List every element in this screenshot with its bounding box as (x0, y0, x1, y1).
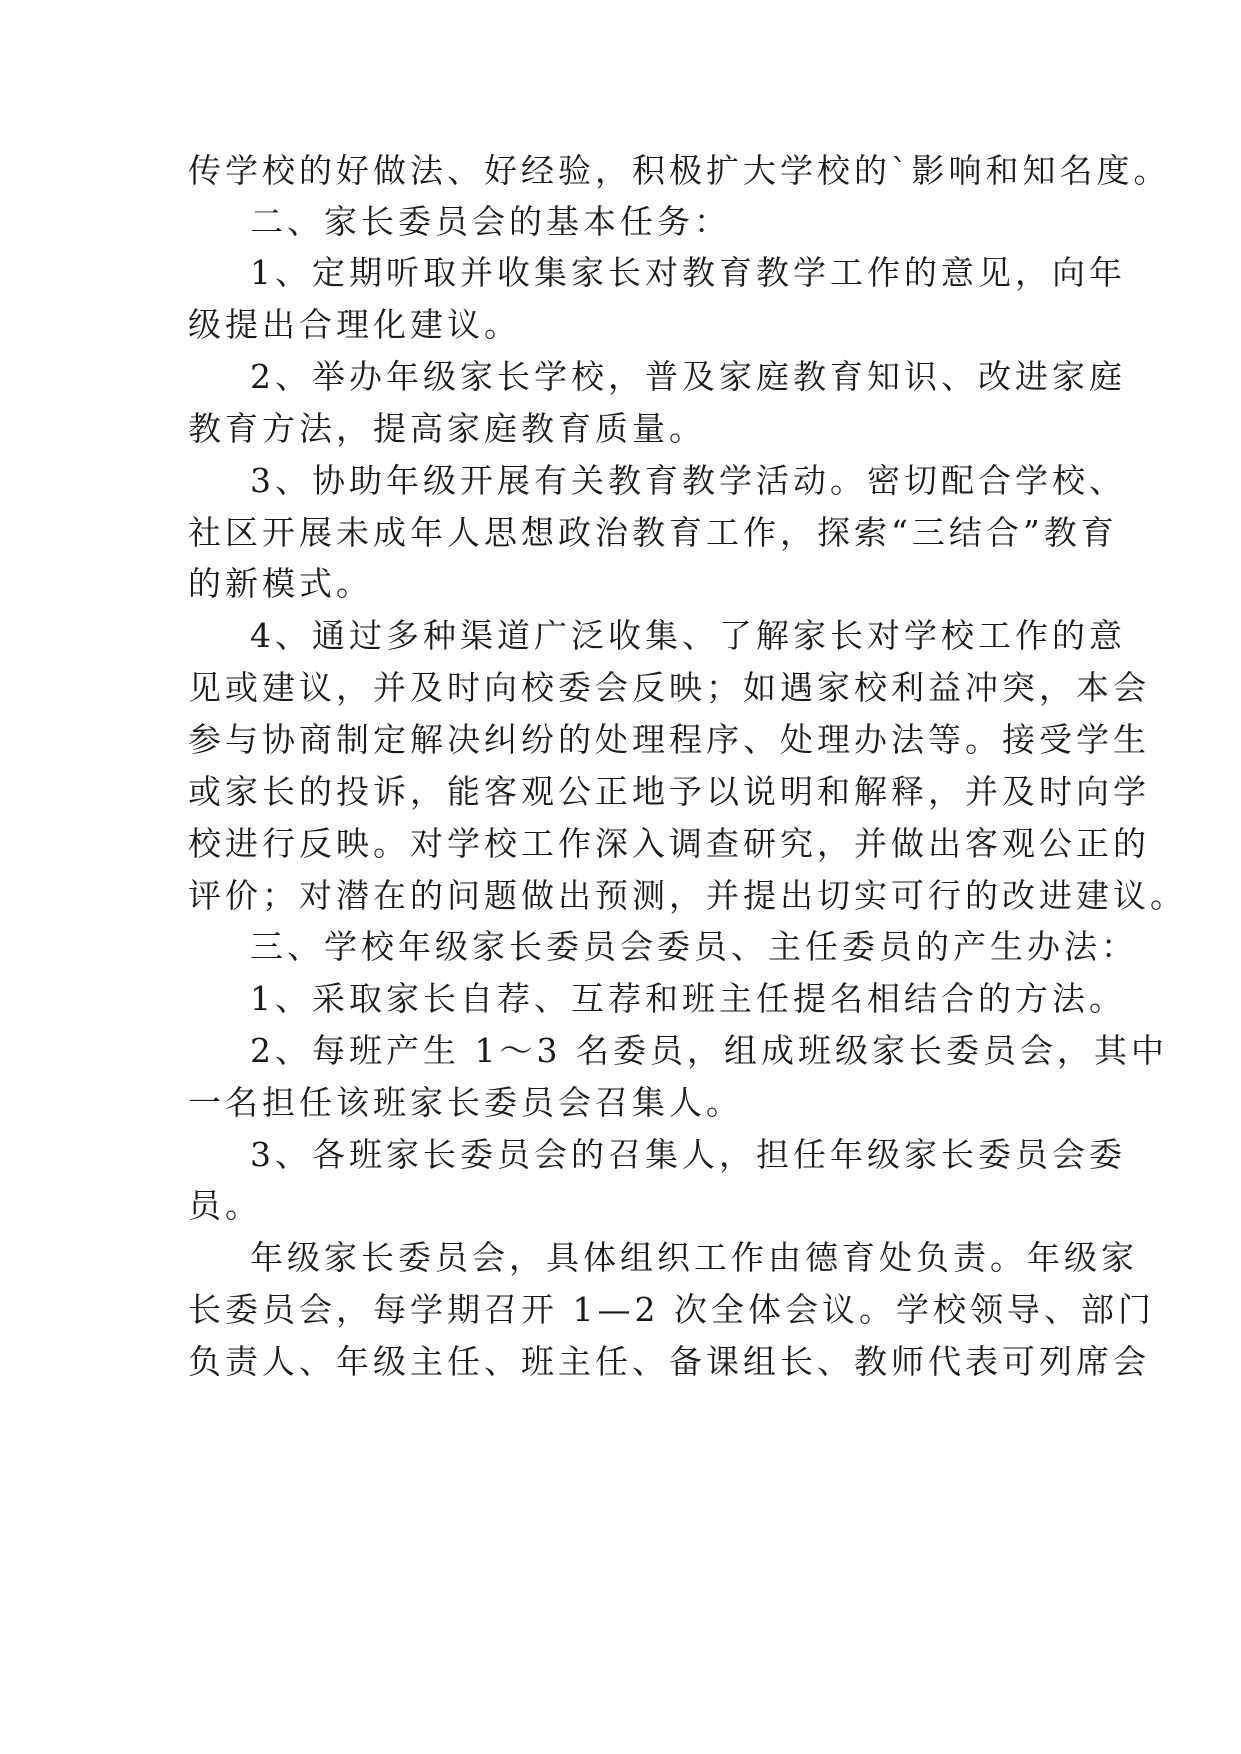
text-line: 参与协商制定解决纠纷的处理程序、处理办法等。接受学生 (188, 720, 1150, 759)
text-line: 1、定期听取并收集家长对教育教学工作的意见，向年 (250, 253, 1126, 292)
text-line: 2、举办年级家长学校，普及家庭教育知识、改进家庭 (250, 357, 1126, 396)
text-line: 评价；对潜在的问题做出预测，并提出切实可行的改进建议。 (188, 876, 1187, 915)
text-line: 年级家长委员会，具体组织工作由德育处负责。年级家 (250, 1238, 1138, 1277)
text-line: 教育方法，提高家庭教育质量。 (188, 409, 706, 448)
text-line: 校进行反映。对学校工作深入调查研究，并做出客观公正的 (188, 824, 1150, 863)
text-line: 或家长的投诉，能客观公正地予以说明和解释，并及时向学 (188, 772, 1150, 811)
text-line: 级提出合理化建议。 (188, 305, 521, 344)
section-heading: 三、学校年级家长委员会委员、主任委员的产生办法： (250, 927, 1138, 966)
text-line: 传学校的好做法、好经验，积极扩大学校的`影响和知名度。 (188, 151, 1171, 190)
text-line: 负责人、年级主任、班主任、备课组长、教师代表可列席会 (188, 1342, 1150, 1381)
text-line: 社区开展未成年人思想政治教育工作，探索“三结合”教育 (188, 513, 1118, 552)
text-line: 3、协助年级开展有关教育教学活动。密切配合学校、 (250, 461, 1126, 500)
text-line: 的新模式。 (188, 564, 373, 603)
text-line: 1、采取家长自荐、互荐和班主任提名相结合的方法。 (250, 979, 1126, 1018)
text-line: 2、每班产生 1～3 名委员，组成班级家长委员会，其中 (250, 1031, 1168, 1070)
text-line: 一名担任该班家长委员会召集人。 (188, 1083, 743, 1122)
text-line: 员。 (188, 1186, 262, 1225)
text-line: 长委员会，每学期召开 1—2 次全体会议。学校领导、部门 (188, 1290, 1155, 1329)
text-line: 见或建议，并及时向校委会反映；如遇家校利益冲突，本会 (188, 668, 1150, 707)
text-line: 3、各班家长委员会的召集人，担任年级家长委员会委 (250, 1135, 1126, 1174)
section-heading: 二、家长委员会的基本任务： (250, 202, 731, 241)
text-line: 4、通过多种渠道广泛收集、了解家长对学校工作的意 (250, 616, 1126, 655)
